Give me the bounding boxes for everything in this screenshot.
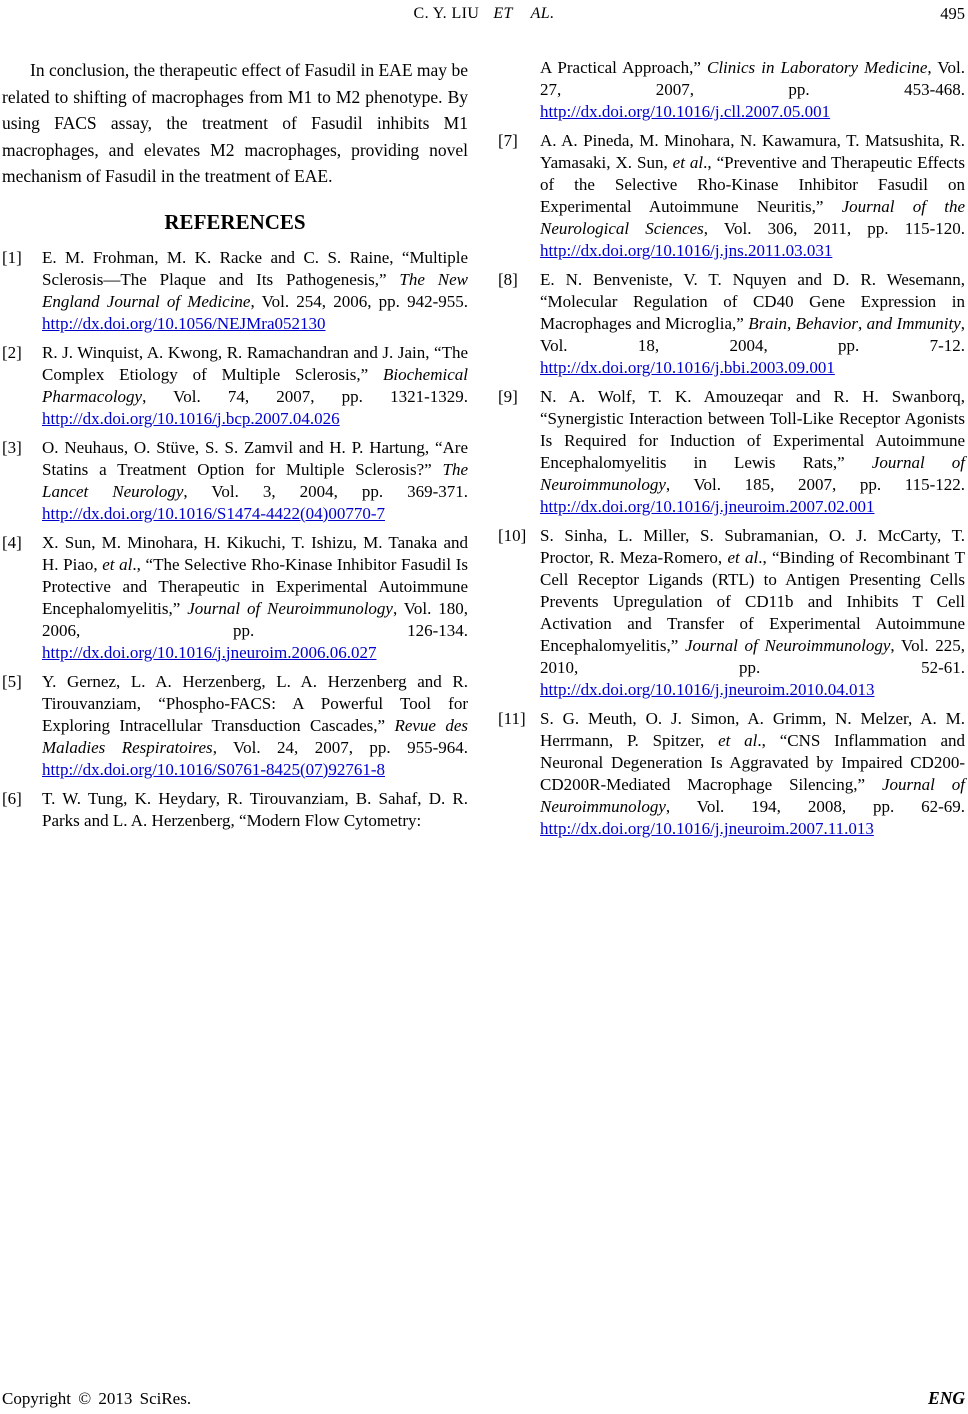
reference-text [540, 57, 965, 123]
left-column [2, 57, 468, 847]
italic-text: Clinics in Laboratory Medicine [707, 58, 928, 77]
reference-segment: , Vol. 27, 2007, pp. 453-468. [540, 58, 965, 99]
doi-link[interactable]: http://dx.doi.org/10.1016/j.bcp.2007.04.026 [42, 408, 340, 428]
reference-text [540, 269, 965, 379]
italic-text: Journal of Neuroimmunology [187, 598, 393, 618]
reference-item [2, 247, 468, 335]
doi-link[interactable]: http://dx.doi.org/10.1016/S1474-4422(04)00770-7 [42, 503, 385, 523]
italic-text: Behavior [795, 314, 858, 333]
reference-number: [6] [2, 788, 22, 808]
reference-text [540, 386, 965, 518]
reference-segment: , [786, 314, 796, 333]
reference-text [540, 525, 965, 701]
reference-segment: , Vol. 74, 2007, pp. 1321-1329. [142, 386, 468, 406]
two-column-body [2, 57, 965, 847]
reference-segment: Y. Gernez, L. A. Herzenberg, L. A. Herzenberg and R. Tirouvanziam, “Phospho-FACS: A Powerful Tool for Exploring Intracellular Transduction Cascades,” [42, 671, 468, 735]
reference-number: [1] [2, 247, 22, 267]
italic-text: et al [102, 554, 133, 574]
doi-link[interactable]: http://dx.doi.org/10.1016/j.bbi.2003.09.001 [540, 358, 835, 377]
reference-item [2, 671, 468, 781]
reference-number: [11] [498, 709, 526, 728]
reference-segment: , Vol. 225, 2010, pp. 52-61. [540, 636, 965, 677]
reference-number: [3] [2, 437, 22, 457]
reference-segment: ., “The Selective Rho-Kinase Inhibitor Fasudil Is Protective and Therapeutic in Experimental Autoimmune Encephalomyelitis,” [42, 554, 468, 618]
reference-item [498, 386, 965, 518]
reference-number: [2] [2, 342, 22, 362]
reference-segment: , Vol. 254, 2006, pp. 942-955. [250, 291, 468, 311]
reference-segment: E. N. Benveniste, V. T. Nquyen and D. R. Wesemann, “Molecular Regulation of CD40 Gene Expression in Macrophages and Microglia,” [540, 270, 965, 333]
italic-text: Journal of Neuroimmunology [540, 453, 966, 494]
italic-text: Biochemical Pharmacology [42, 364, 468, 406]
doi-link[interactable]: http://dx.doi.org/10.1056/NEJMra052130 [42, 313, 326, 333]
reference-segment: , Vol. 24, 2007, pp. 955-964. [212, 737, 468, 757]
italic-text: Journal of Neuroimmunology [540, 775, 965, 816]
italic-text: Journal of Neuroimmunology [685, 636, 891, 655]
italic-text: and Immunity [866, 314, 961, 333]
reference-segment: O. Neuhaus, O. Stüve, S. S. Zamvil and H. P. Hartung, “Are Statins a Treatment Option for Multiple Sclerosis?” [42, 437, 468, 479]
right-column [498, 57, 965, 847]
reference-segment: , Vol. 194, 2008, pp. 62-69. [665, 797, 965, 816]
italic-text: Brain [748, 314, 787, 333]
doi-link[interactable]: http://dx.doi.org/10.1016/j.jneuroim.2006.06.027 [42, 642, 377, 662]
reference-item [2, 532, 468, 664]
running-head-et-al: ET AL. [493, 5, 555, 22]
reference-text [42, 437, 468, 525]
reference-segment: , Vol. 3, 2004, pp. 369-371. [183, 481, 469, 501]
copyright-notice: Copyright © 2013 SciRes. [2, 1389, 192, 1408]
reference-segment: ., “Binding of Recombinant T Cell Receptor Ligands (RTL) to Antigen Presenting Cells Prevents Upregulation of CD11b and Inhibits T Cell Activation and Transfer of Experimental Autoimmune Encephalomyelitis,” [540, 548, 966, 655]
doi-link[interactable]: http://dx.doi.org/10.1016/j.jns.2011.03.031 [540, 241, 833, 260]
reference-segment: A. A. Pineda, M. Minohara, N. Kawamura, T. Matsushita, R. Yamasaki, X. Sun, [540, 131, 965, 172]
reference-text [540, 130, 965, 262]
reference-segment: , Vol. 18, 2004, pp. 7-12. [540, 314, 966, 355]
reference-item [2, 342, 468, 430]
references-heading: REFERENCES [164, 209, 306, 234]
journal-code: ENG [928, 1388, 965, 1408]
doi-link[interactable]: http://dx.doi.org/10.1016/j.jneuroim.2007.02.001 [540, 497, 875, 516]
doi-link[interactable]: http://dx.doi.org/10.1016/j.jneuroim.2010.04.013 [540, 680, 875, 699]
italic-text: The New England Journal of Medicine [42, 269, 468, 311]
reference-segment: T. W. Tung, K. Heydary, R. Tirouvanziam, B. Sahaf, D. R. Parks and L. A. Herzenberg, “Modern Flow Cytometry: [42, 788, 468, 830]
reference-segment: N. A. Wolf, T. K. Amouzeqar and R. H. Swanborq, “Synergistic Interaction between Toll-Like Receptor Agonists Is Required for Induction of Experimental Autoimmune Encephalomyelitis in Lewis Rats,” [540, 387, 965, 472]
doi-link[interactable]: http://dx.doi.org/10.1016/j.cll.2007.05.001 [540, 102, 831, 121]
reference-segment: , [857, 314, 867, 333]
reference-number: [9] [498, 387, 518, 406]
reference-number [498, 57, 540, 123]
reference-text [42, 342, 468, 430]
reference-number: [7] [498, 131, 518, 150]
reference-segment: A Practical Approach,” [540, 58, 707, 77]
reference-text [42, 532, 468, 664]
reference-text [540, 708, 965, 840]
reference-text [42, 671, 468, 781]
reference-segment: ., “CNS Inflammation and Neuronal Degeneration Is Aggravated by Impaired CD200-CD200R-Mediated Macrophage Silencing,” [540, 731, 965, 794]
reference-text [42, 247, 468, 335]
references-column-right [498, 57, 965, 840]
reference-segment: R. J. Winquist, A. Kwong, R. Ramachandran and J. Jain, “The Complex Etiology of Multiple Sclerosis,” [42, 342, 468, 384]
reference-number: [10] [498, 526, 527, 545]
reference-item [498, 269, 965, 379]
reference-segment: , Vol. 185, 2007, pp. 115-122. [665, 475, 965, 494]
italic-text: et al [718, 731, 758, 750]
reference-segment: , Vol. 306, 2011, pp. 115-120. [703, 219, 966, 238]
references-column-left [2, 247, 468, 832]
reference-number: [5] [2, 671, 22, 691]
reference-item [2, 788, 468, 832]
reference-segment: , Vol. 180, 2006, pp. 126-134. [42, 598, 468, 640]
reference-number: [4] [2, 532, 22, 552]
doi-link[interactable]: http://dx.doi.org/10.1016/S0761-8425(07)92761-8 [42, 759, 385, 779]
column-gap [468, 57, 498, 847]
italic-text: et al [672, 153, 704, 172]
italic-text: et al [727, 548, 759, 567]
reference-segment: ., “Preventive and Therapeutic Effects of the Selective Rho-Kinase Inhibitor Fasudil on Experimental Autoimmune Neuritis,” [540, 153, 965, 216]
page-number: 495 [940, 4, 965, 23]
italic-text: The Lancet Neurology [42, 459, 468, 501]
reference-item [498, 525, 965, 701]
italic-text: Revue des Maladies Respiratoires [42, 715, 469, 757]
reference-item [498, 57, 965, 123]
running-head-author: C. Y. LIU [413, 5, 480, 22]
reference-segment: E. M. Frohman, M. K. Racke and C. S. Raine, “Multiple Sclerosis—The Plaque and Its Pathogenesis,” [42, 247, 468, 289]
reference-item [2, 437, 468, 525]
conclusion-paragraph: In conclusion, the therapeutic effect of Fasudil in EAE may be related to shifting of macrophages from M1 to M2 phenotype. By using FACS assay, the treatment of Fasudil inhibits M1 macrophages, and elevates M2 macrophages, providing novel mechanism of Fasudil in the treatment of EAE. [2, 60, 468, 186]
italic-text: Journal of the Neurological Sciences [540, 197, 965, 238]
reference-item [498, 130, 965, 262]
reference-item [498, 708, 965, 840]
doi-link[interactable]: http://dx.doi.org/10.1016/j.jneuroim.2007.11.013 [540, 819, 874, 838]
running-head [0, 3, 968, 25]
reference-segment: S. Sinha, L. Miller, S. Subramanian, O. J. McCarty, T. Proctor, R. Meza-Romero, [540, 526, 965, 567]
reference-text [42, 788, 468, 832]
reference-segment: S. G. Meuth, O. J. Simon, A. Grimm, N. Melzer, A. M. Herrmann, P. Spitzer, [540, 709, 965, 750]
reference-segment: X. Sun, M. Minohara, H. Kikuchi, T. Ishizu, M. Tanaka and H. Piao, [42, 532, 468, 574]
reference-number: [8] [498, 270, 518, 289]
